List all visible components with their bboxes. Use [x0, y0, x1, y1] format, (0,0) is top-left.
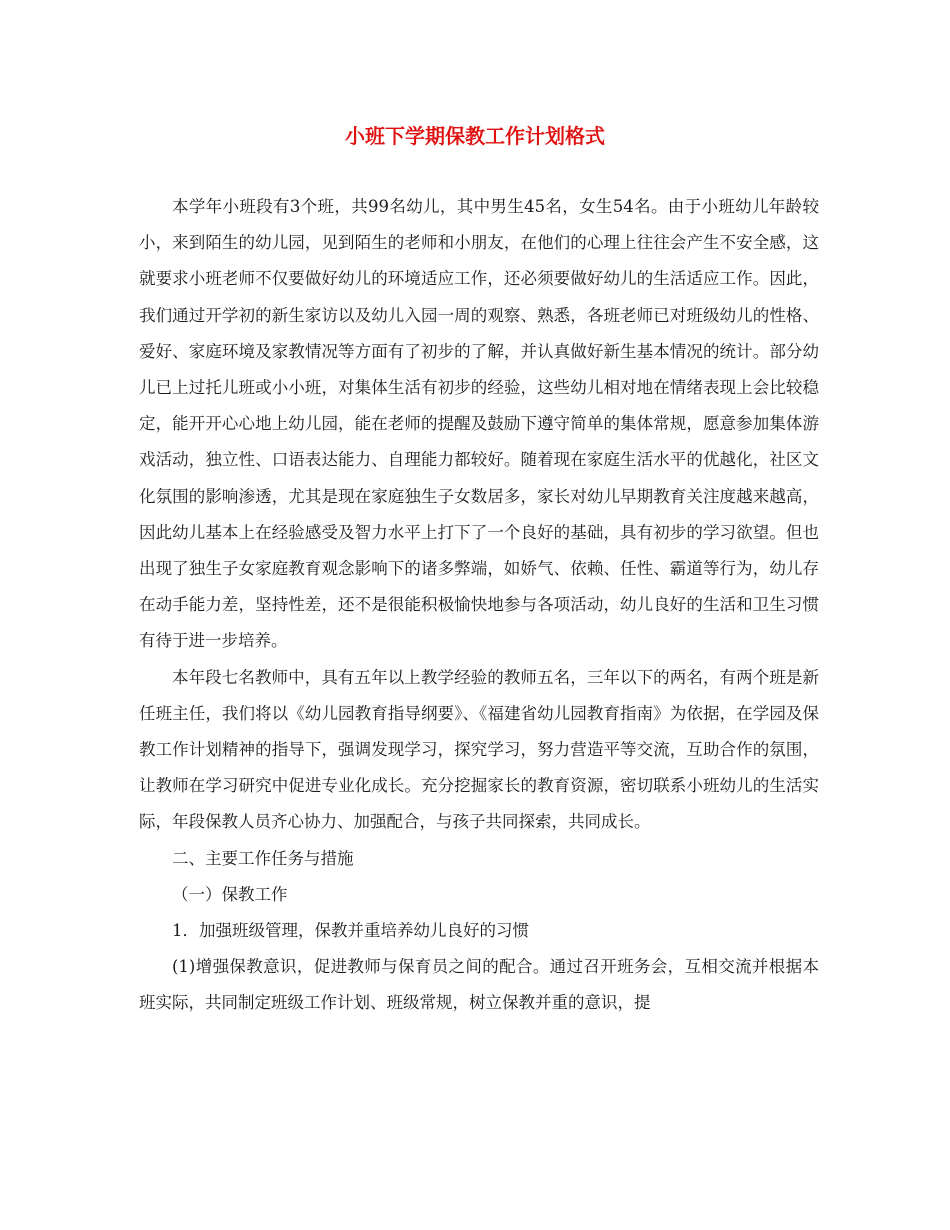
- intro-paragraph: 本学年小班段有3个班，共99名幼儿，其中男生45名，女生54名。由于小班幼儿年龄较小，来到陌生的幼儿园，见到陌生的老师和小朋友，在他们的心理上往往会产生不安全感，这就要求小班老师不仅要做好幼儿的环境适应工作，还必须要做好幼儿的生活适应工作。因此，我们通过开学初的新生家访以及幼儿入园一周的观察、熟悉，各班老师已对班级幼儿的性格、爱好、家庭环境及家教情况等方面有了初步的了解，并认真做好新生基本情况的统计。部分幼儿已上过托儿班或小小班，对集体生活有初步的经验，这些幼儿相对地在情绪表现上会比较稳定，能开开心心地上幼儿园，能在老师的提醒及鼓励下遵守简单的集体常规，愿意参加集体游戏活动，独立性、口语表达能力、自理能力都较好。随着现在家庭生活水平的优越化，社区文化氛围的影响渗透，尤其是现在家庭独生子女数居多，家长对幼儿早期教育关注度越来越高，因此幼儿基本上在经验感受及智力水平上打下了一个良好的基础，具有初步的学习欲望。但也出现了独生子女家庭教育观念影响下的诸多弊端，如娇气、依赖、任性、霸道等行为，幼儿存在动手能力差，坚持性差，还不是很能积极愉快地参与各项活动，幼儿良好的生活和卫生习惯有待于进一步培养。: [139, 197, 819, 651]
- document-title: 小班下学期保教工作计划格式: [345, 124, 605, 148]
- item-heading: 1．加强班级管理，保教并重培养幼儿良好的习惯: [172, 921, 529, 941]
- staff-paragraph: 本年段七名教师中，具有五年以上教学经验的教师五名，三年以下的两名，有两个班是新任班主任，我们将以《幼儿园教育指导纲要》、《福建省幼儿园教育指南》为依据，在学园及保教工作计划精神的指导下，强调发现学习，探究学习，努力营造平等交流，互助合作的氛围，让教师在学习研究中促进专业化成长。充分挖掘家长的教育资源，密切联系小班幼儿的生活实际，年段保教人员齐心协力、加强配合，与孩子共同探索，共同成长。: [139, 667, 819, 832]
- document-body: [139, 189, 819, 1022]
- subsection-heading: （一）保教工作: [172, 884, 288, 904]
- section-heading: 二、主要工作任务与措施: [172, 848, 354, 868]
- item-paragraph: (1)增强保教意识，促进教师与保育员之间的配合。通过召开班务会，互相交流并根据本班实际，共同制定班级工作计划、班级常规，树立保教并重的意识，提: [139, 957, 819, 1013]
